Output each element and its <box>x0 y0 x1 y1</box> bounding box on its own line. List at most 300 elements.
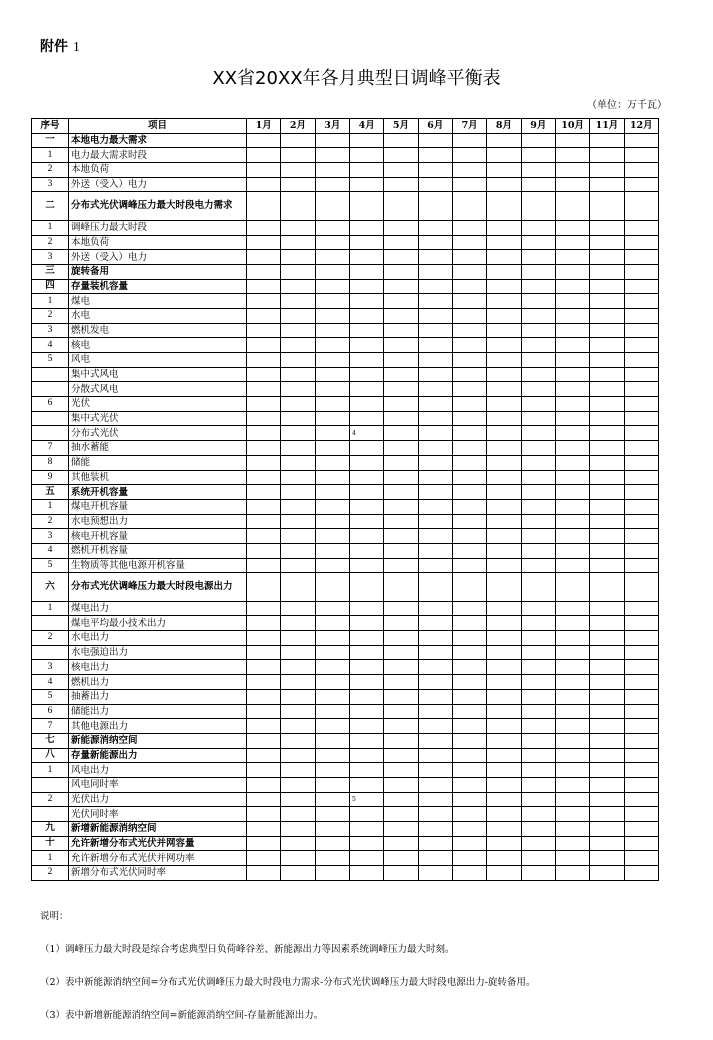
month-cell <box>247 543 281 558</box>
month-cell <box>349 836 383 851</box>
month-cell <box>315 250 349 265</box>
month-cell <box>384 220 418 235</box>
month-cell <box>624 485 658 500</box>
row-item: 燃机发电 <box>69 323 247 338</box>
month-cell <box>624 689 658 704</box>
month-cell <box>624 192 658 220</box>
month-cell <box>487 529 521 544</box>
table-row <box>32 689 659 704</box>
month-cell <box>349 338 383 353</box>
month-cell <box>315 279 349 294</box>
month-cell <box>281 689 315 704</box>
month-cell <box>315 601 349 616</box>
month-cell <box>452 426 486 441</box>
table-row <box>32 601 659 616</box>
table-row <box>32 338 659 353</box>
month-cell <box>624 558 658 573</box>
row-item: 系统开机容量 <box>69 485 247 500</box>
month-cell <box>418 836 452 851</box>
month-cell <box>624 631 658 646</box>
row-item: 核电出力 <box>69 660 247 675</box>
month-cell <box>555 645 589 660</box>
note-item: （1）调峰压力最大时段是综合考虑典型日负荷峰谷差、新能源出力等因素系统调峰压力最大时刻。 <box>40 944 455 955</box>
month-cell <box>521 675 555 690</box>
month-cell <box>418 279 452 294</box>
month-cell <box>384 148 418 163</box>
row-item: 光伏出力 <box>69 792 247 807</box>
month-cell <box>384 675 418 690</box>
month-cell <box>281 338 315 353</box>
month-cell <box>521 485 555 500</box>
month-cell <box>624 573 658 601</box>
month-cell <box>315 133 349 148</box>
month-cell <box>315 719 349 734</box>
row-item: 本地负荷 <box>69 235 247 250</box>
month-cell <box>590 601 624 616</box>
month-cell <box>487 133 521 148</box>
month-cell <box>281 777 315 792</box>
month-cell <box>281 529 315 544</box>
month-cell <box>315 792 349 807</box>
month-cell <box>487 353 521 368</box>
table-row <box>32 148 659 163</box>
month-cell <box>349 675 383 690</box>
section-row <box>32 192 659 220</box>
month-cell <box>247 397 281 412</box>
month-cell <box>384 441 418 456</box>
month-cell <box>521 645 555 660</box>
month-cell <box>418 455 452 470</box>
month-cell <box>590 382 624 397</box>
month-cell <box>590 704 624 719</box>
month-cell <box>487 866 521 881</box>
table-row <box>32 807 659 822</box>
row-index: 2 <box>32 308 69 323</box>
month-cell <box>452 851 486 866</box>
month-cell <box>521 441 555 456</box>
month-cell <box>418 763 452 778</box>
month-cell <box>418 777 452 792</box>
row-item: 储能出力 <box>69 704 247 719</box>
month-cell <box>315 807 349 822</box>
month-cell <box>555 163 589 178</box>
row-item: 燃机开机容量 <box>69 543 247 558</box>
month-cell <box>315 220 349 235</box>
header-month: 6月 <box>418 119 452 134</box>
month-cell <box>555 323 589 338</box>
table-row <box>32 851 659 866</box>
row-index: 2 <box>32 235 69 250</box>
table-row <box>32 441 659 456</box>
month-cell <box>590 192 624 220</box>
month-cell <box>315 411 349 426</box>
month-cell <box>452 441 486 456</box>
month-cell <box>590 485 624 500</box>
row-item: 水电出力 <box>69 631 247 646</box>
month-cell <box>590 397 624 412</box>
month-cell <box>281 250 315 265</box>
month-cell <box>247 763 281 778</box>
month-cell <box>624 543 658 558</box>
month-cell <box>521 543 555 558</box>
month-cell <box>487 426 521 441</box>
month-cell <box>247 675 281 690</box>
month-cell <box>452 470 486 485</box>
month-cell <box>418 485 452 500</box>
month-cell <box>349 499 383 514</box>
month-cell <box>384 382 418 397</box>
row-index: 2 <box>32 163 69 178</box>
month-cell <box>624 133 658 148</box>
section-row <box>32 733 659 748</box>
month-cell <box>590 573 624 601</box>
month-cell <box>315 748 349 763</box>
month-cell <box>521 822 555 837</box>
month-cell <box>315 573 349 601</box>
month-cell <box>590 353 624 368</box>
month-cell <box>384 397 418 412</box>
month-cell <box>624 250 658 265</box>
month-cell <box>487 397 521 412</box>
month-cell <box>452 822 486 837</box>
month-cell <box>418 660 452 675</box>
header-item: 项目 <box>69 119 247 134</box>
row-item: 煤电 <box>69 294 247 309</box>
month-cell <box>349 294 383 309</box>
row-item: 风电同时率 <box>69 777 247 792</box>
month-cell <box>247 866 281 881</box>
peak-balance-table <box>31 118 659 881</box>
month-cell <box>247 822 281 837</box>
month-cell <box>247 177 281 192</box>
table-row <box>32 353 659 368</box>
row-item: 储能 <box>69 455 247 470</box>
month-cell <box>349 148 383 163</box>
month-cell <box>521 220 555 235</box>
month-cell <box>384 748 418 763</box>
month-cell <box>247 792 281 807</box>
month-cell <box>521 836 555 851</box>
row-item: 煤电出力 <box>69 601 247 616</box>
row-item: 水电强迫出力 <box>69 645 247 660</box>
month-cell <box>521 719 555 734</box>
row-index: 2 <box>32 631 69 646</box>
month-cell <box>349 660 383 675</box>
month-cell <box>521 601 555 616</box>
month-cell <box>452 163 486 178</box>
month-cell <box>247 631 281 646</box>
month-cell <box>384 308 418 323</box>
month-cell <box>521 235 555 250</box>
month-cell <box>281 279 315 294</box>
month-cell <box>452 675 486 690</box>
month-cell <box>349 250 383 265</box>
row-index: 5 <box>32 689 69 704</box>
table-row <box>32 866 659 881</box>
month-cell <box>418 601 452 616</box>
month-cell <box>315 441 349 456</box>
month-cell <box>452 704 486 719</box>
month-cell <box>555 616 589 631</box>
month-cell <box>418 235 452 250</box>
month-cell <box>590 163 624 178</box>
month-cell <box>418 353 452 368</box>
row-item: 新能源消纳空间 <box>69 733 247 748</box>
row-index: 1 <box>32 220 69 235</box>
month-cell <box>624 807 658 822</box>
month-cell <box>315 294 349 309</box>
row-item: 本地电力最大需求 <box>69 133 247 148</box>
month-cell <box>521 558 555 573</box>
month-cell <box>590 645 624 660</box>
month-cell <box>487 689 521 704</box>
month-cell <box>418 220 452 235</box>
month-cell <box>281 601 315 616</box>
month-cell <box>315 192 349 220</box>
month-cell <box>247 235 281 250</box>
table-body <box>32 133 659 880</box>
month-cell <box>247 777 281 792</box>
month-cell <box>247 660 281 675</box>
month-cell <box>247 250 281 265</box>
month-cell <box>418 822 452 837</box>
month-cell <box>281 177 315 192</box>
header-month: 7月 <box>452 119 486 134</box>
month-cell <box>384 543 418 558</box>
month-cell <box>555 851 589 866</box>
month-cell <box>624 645 658 660</box>
month-cell <box>349 616 383 631</box>
month-cell <box>487 777 521 792</box>
month-cell <box>384 338 418 353</box>
section-row <box>32 822 659 837</box>
month-cell <box>247 851 281 866</box>
month-cell <box>487 367 521 382</box>
month-cell <box>281 367 315 382</box>
month-cell <box>384 294 418 309</box>
table-row <box>32 529 659 544</box>
month-cell <box>418 264 452 279</box>
month-cell <box>384 235 418 250</box>
month-cell <box>384 631 418 646</box>
month-cell <box>418 441 452 456</box>
month-cell <box>452 455 486 470</box>
month-cell <box>384 704 418 719</box>
header-month: 11月 <box>590 119 624 134</box>
month-cell <box>281 631 315 646</box>
row-index: 4 <box>32 675 69 690</box>
month-cell <box>487 338 521 353</box>
month-cell <box>590 279 624 294</box>
month-cell <box>452 689 486 704</box>
month-cell <box>247 645 281 660</box>
month-cell <box>247 529 281 544</box>
month-cell <box>487 455 521 470</box>
table-row <box>32 660 659 675</box>
month-cell <box>624 675 658 690</box>
month-cell <box>349 529 383 544</box>
row-item: 其他电源出力 <box>69 719 247 734</box>
month-cell <box>315 616 349 631</box>
row-index: 4 <box>32 543 69 558</box>
month-cell <box>418 573 452 601</box>
month-cell <box>315 558 349 573</box>
table-row <box>32 294 659 309</box>
month-cell <box>281 792 315 807</box>
month-cell <box>555 631 589 646</box>
row-index: 4 <box>32 338 69 353</box>
month-cell <box>418 323 452 338</box>
month-cell <box>349 441 383 456</box>
month-cell <box>418 631 452 646</box>
month-cell <box>281 675 315 690</box>
page-title: XX省20XX年各月典型日调峰平衡表 <box>212 68 501 89</box>
month-cell <box>624 499 658 514</box>
row-item: 生物质等其他电源开机容量 <box>69 558 247 573</box>
row-item: 允许新增分布式光伏并网功率 <box>69 851 247 866</box>
month-cell <box>555 455 589 470</box>
month-cell <box>418 250 452 265</box>
month-cell <box>384 866 418 881</box>
month-cell <box>555 514 589 529</box>
month-cell <box>281 133 315 148</box>
header-month: 9月 <box>521 119 555 134</box>
month-cell <box>555 411 589 426</box>
month-cell <box>315 235 349 250</box>
month-cell <box>624 514 658 529</box>
month-cell <box>624 148 658 163</box>
month-cell <box>281 323 315 338</box>
month-cell <box>521 777 555 792</box>
table-row <box>32 455 659 470</box>
row-index: 7 <box>32 441 69 456</box>
section-row <box>32 573 659 601</box>
month-cell <box>521 308 555 323</box>
table-row <box>32 616 659 631</box>
row-index: 1 <box>32 601 69 616</box>
month-cell <box>624 777 658 792</box>
month-cell <box>418 367 452 382</box>
month-cell <box>452 748 486 763</box>
month-cell <box>349 397 383 412</box>
month-cell <box>349 777 383 792</box>
header-month: 8月 <box>487 119 521 134</box>
month-cell <box>590 529 624 544</box>
row-index: 3 <box>32 529 69 544</box>
month-cell <box>281 163 315 178</box>
attachment-number: 1 <box>72 40 80 55</box>
row-item: 分布式光伏调峰压力最大时段电源出力 <box>69 573 247 601</box>
section-row <box>32 279 659 294</box>
month-cell <box>418 866 452 881</box>
table-row <box>32 308 659 323</box>
month-cell <box>555 177 589 192</box>
month-cell <box>452 264 486 279</box>
table-row <box>32 220 659 235</box>
month-cell <box>555 250 589 265</box>
row-item: 光伏 <box>69 397 247 412</box>
month-cell <box>247 220 281 235</box>
month-cell <box>418 382 452 397</box>
month-cell <box>590 689 624 704</box>
month-cell <box>624 163 658 178</box>
month-cell <box>487 601 521 616</box>
month-cell <box>418 748 452 763</box>
month-cell <box>349 704 383 719</box>
table-header-row <box>32 119 659 134</box>
month-cell <box>590 133 624 148</box>
row-index: 3 <box>32 177 69 192</box>
month-cell <box>384 660 418 675</box>
month-cell <box>452 807 486 822</box>
month-cell <box>555 836 589 851</box>
month-cell <box>418 851 452 866</box>
row-index <box>32 645 69 660</box>
table-row <box>32 514 659 529</box>
month-cell <box>247 148 281 163</box>
month-cell <box>349 235 383 250</box>
row-item: 电力最大需求时段 <box>69 148 247 163</box>
table-row <box>32 250 659 265</box>
month-cell <box>487 807 521 822</box>
month-cell <box>452 660 486 675</box>
month-cell <box>590 733 624 748</box>
month-cell <box>384 279 418 294</box>
month-cell <box>521 133 555 148</box>
month-cell <box>590 323 624 338</box>
month-cell <box>624 382 658 397</box>
month-cell <box>555 235 589 250</box>
month-cell <box>452 367 486 382</box>
month-cell <box>624 264 658 279</box>
row-item: 风电 <box>69 353 247 368</box>
month-cell <box>521 323 555 338</box>
month-cell <box>247 353 281 368</box>
month-cell <box>521 573 555 601</box>
table-row <box>32 675 659 690</box>
month-cell <box>590 616 624 631</box>
month-cell <box>384 411 418 426</box>
month-cell <box>624 851 658 866</box>
month-cell <box>590 851 624 866</box>
table-row <box>32 558 659 573</box>
section-row <box>32 133 659 148</box>
month-cell <box>487 822 521 837</box>
month-cell <box>452 411 486 426</box>
month-cell <box>487 485 521 500</box>
month-cell <box>590 220 624 235</box>
month-cell <box>418 338 452 353</box>
month-cell <box>281 836 315 851</box>
month-cell <box>349 689 383 704</box>
month-cell <box>384 777 418 792</box>
month-cell <box>384 264 418 279</box>
month-cell <box>487 660 521 675</box>
table-row <box>32 411 659 426</box>
month-cell <box>281 573 315 601</box>
table-row <box>32 704 659 719</box>
month-cell <box>247 499 281 514</box>
row-item: 抽蓄出力 <box>69 689 247 704</box>
month-cell <box>555 733 589 748</box>
month-cell <box>418 308 452 323</box>
month-cell <box>418 411 452 426</box>
month-cell <box>521 866 555 881</box>
month-cell <box>349 807 383 822</box>
month-cell <box>555 279 589 294</box>
note-item: （3）表中新增新能源消纳空间=新能源消纳空间-存量新能源出力。 <box>40 1010 324 1021</box>
month-cell <box>487 250 521 265</box>
